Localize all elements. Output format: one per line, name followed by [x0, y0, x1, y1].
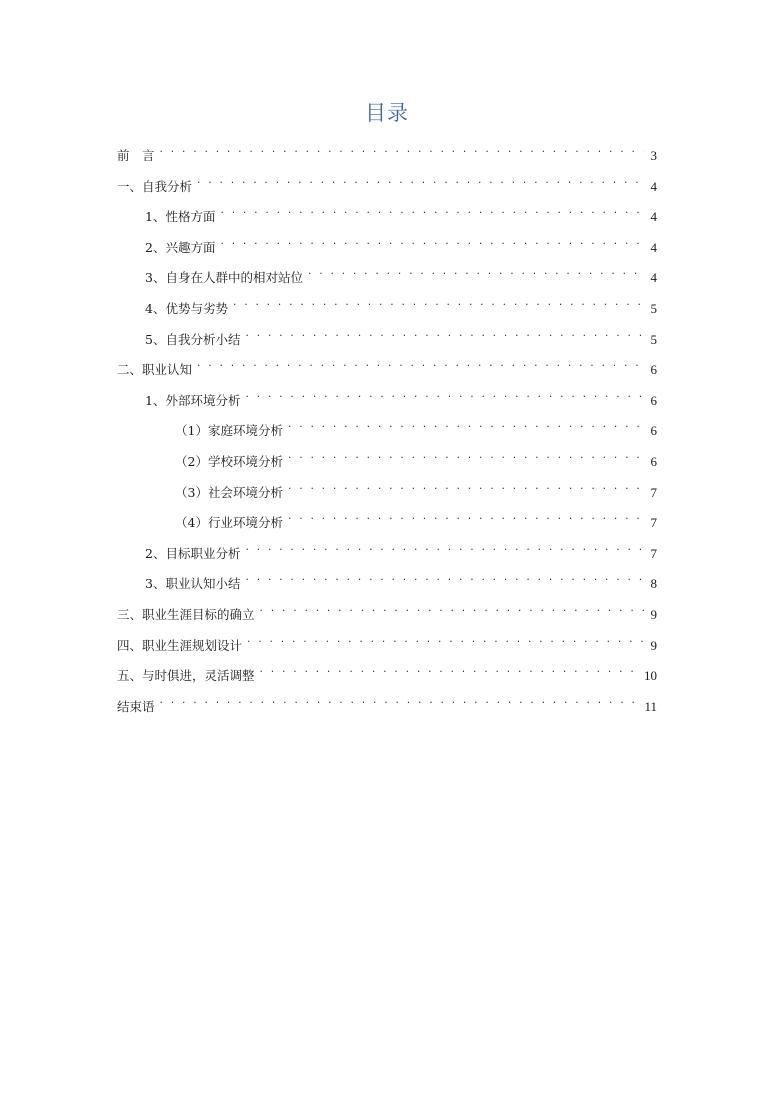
toc-entry-page-number: 5	[650, 300, 657, 316]
toc-dot-leader	[259, 599, 644, 619]
toc-entry-page-number: 7	[650, 484, 657, 500]
toc-entry-label: 2、目标职业分析	[145, 545, 241, 561]
toc-entry-page-number: 4	[650, 239, 657, 255]
toc-entry[interactable]	[117, 171, 657, 202]
toc-entry[interactable]	[117, 599, 657, 630]
toc-entry-page-number: 9	[650, 606, 657, 622]
toc-entry[interactable]	[117, 415, 657, 446]
toc-entry-page-number: 6	[650, 423, 657, 439]
toc-entry-label: （4）行业环境分析	[175, 515, 283, 531]
toc-entry[interactable]	[117, 201, 657, 232]
toc-entry-page-number: 4	[650, 209, 657, 225]
toc-entry-label: 一、自我分析	[117, 178, 193, 194]
toc-entry-page-number: 3	[650, 148, 657, 163]
toc-entry-page-number: 8	[650, 576, 657, 592]
toc-entry-label: 4、优势与劣势	[145, 300, 228, 316]
toc-entry-page-number: 7	[650, 545, 657, 561]
toc-entry[interactable]	[117, 691, 657, 722]
toc-dot-leader	[159, 691, 642, 711]
toc-entry-label: 2、兴趣方面	[145, 239, 216, 255]
toc-entry[interactable]	[117, 354, 657, 385]
toc-entry-label: 1、外部环境分析	[145, 392, 241, 408]
toc-entry-label: 三、职业生涯目标的确立	[117, 606, 255, 622]
toc-entry-page-number: 6	[650, 453, 657, 469]
toc-entry-label: 结束语	[117, 698, 155, 714]
toc-entry-label: 五、与时俱进，灵活调整	[117, 668, 255, 684]
toc-entry-page-number: 5	[650, 331, 657, 347]
toc-entry-label: 3、职业认知小结	[145, 576, 241, 592]
toc-entry[interactable]	[117, 293, 657, 324]
toc-entry[interactable]	[117, 232, 657, 263]
toc-entry-label: 前 言	[117, 148, 155, 163]
toc-dot-leader	[244, 385, 644, 405]
toc-entry-page-number: 4	[650, 270, 657, 286]
toc-entry[interactable]	[117, 538, 657, 569]
toc-title: 目录	[365, 101, 409, 125]
toc-entry-label: （1）家庭环境分析	[175, 423, 283, 439]
toc-dot-leader	[159, 140, 644, 160]
toc-dot-leader	[246, 630, 644, 650]
toc-entry[interactable]	[117, 262, 657, 293]
toc-entry-label: 5、自我分析小结	[145, 331, 241, 347]
toc-dot-leader	[287, 477, 644, 497]
toc-entry-page-number: 7	[650, 515, 657, 531]
toc-entry-label: （2）学校环境分析	[175, 453, 283, 469]
toc-dot-leader	[219, 201, 644, 221]
toc-entry-label: 3、自身在人群中的相对站位	[145, 270, 303, 286]
toc-dot-leader	[196, 354, 644, 374]
toc-entry-label: 二、职业认知	[117, 362, 193, 378]
toc-entry[interactable]	[117, 507, 657, 538]
toc-entry[interactable]	[117, 477, 657, 508]
toc-dot-leader	[244, 538, 644, 558]
toc-dot-leader	[244, 568, 644, 588]
toc-dot-leader	[232, 293, 644, 313]
toc-entry-page-number: 6	[650, 362, 657, 378]
toc-dot-leader	[196, 171, 644, 191]
toc-dot-leader	[219, 232, 644, 252]
toc-entry[interactable]	[117, 385, 657, 416]
toc-dot-leader	[307, 262, 644, 282]
toc-entry[interactable]	[117, 660, 657, 691]
toc-entry-page-number: 10	[644, 668, 657, 684]
toc-entry[interactable]	[117, 568, 657, 599]
toc-dot-leader	[259, 660, 641, 680]
toc-entry-label: 1、性格方面	[145, 209, 216, 225]
toc-entry-page-number: 9	[650, 637, 657, 653]
toc-entry[interactable]	[117, 630, 657, 661]
toc-entry-page-number: 6	[650, 392, 657, 408]
toc-entry-page-number: 4	[650, 178, 657, 194]
toc-entry[interactable]	[117, 446, 657, 477]
toc-entry[interactable]	[117, 140, 657, 171]
toc-dot-leader	[287, 415, 644, 435]
toc-list	[117, 140, 657, 721]
toc-entry-page-number: 11	[644, 698, 657, 714]
toc-entry-label: （3）社会环境分析	[175, 484, 283, 500]
toc-dot-leader	[287, 446, 644, 466]
toc-dot-leader	[287, 507, 644, 527]
toc-entry[interactable]	[117, 324, 657, 355]
toc-entry-label: 四、职业生涯规划设计	[117, 637, 243, 653]
toc-dot-leader	[244, 324, 644, 344]
